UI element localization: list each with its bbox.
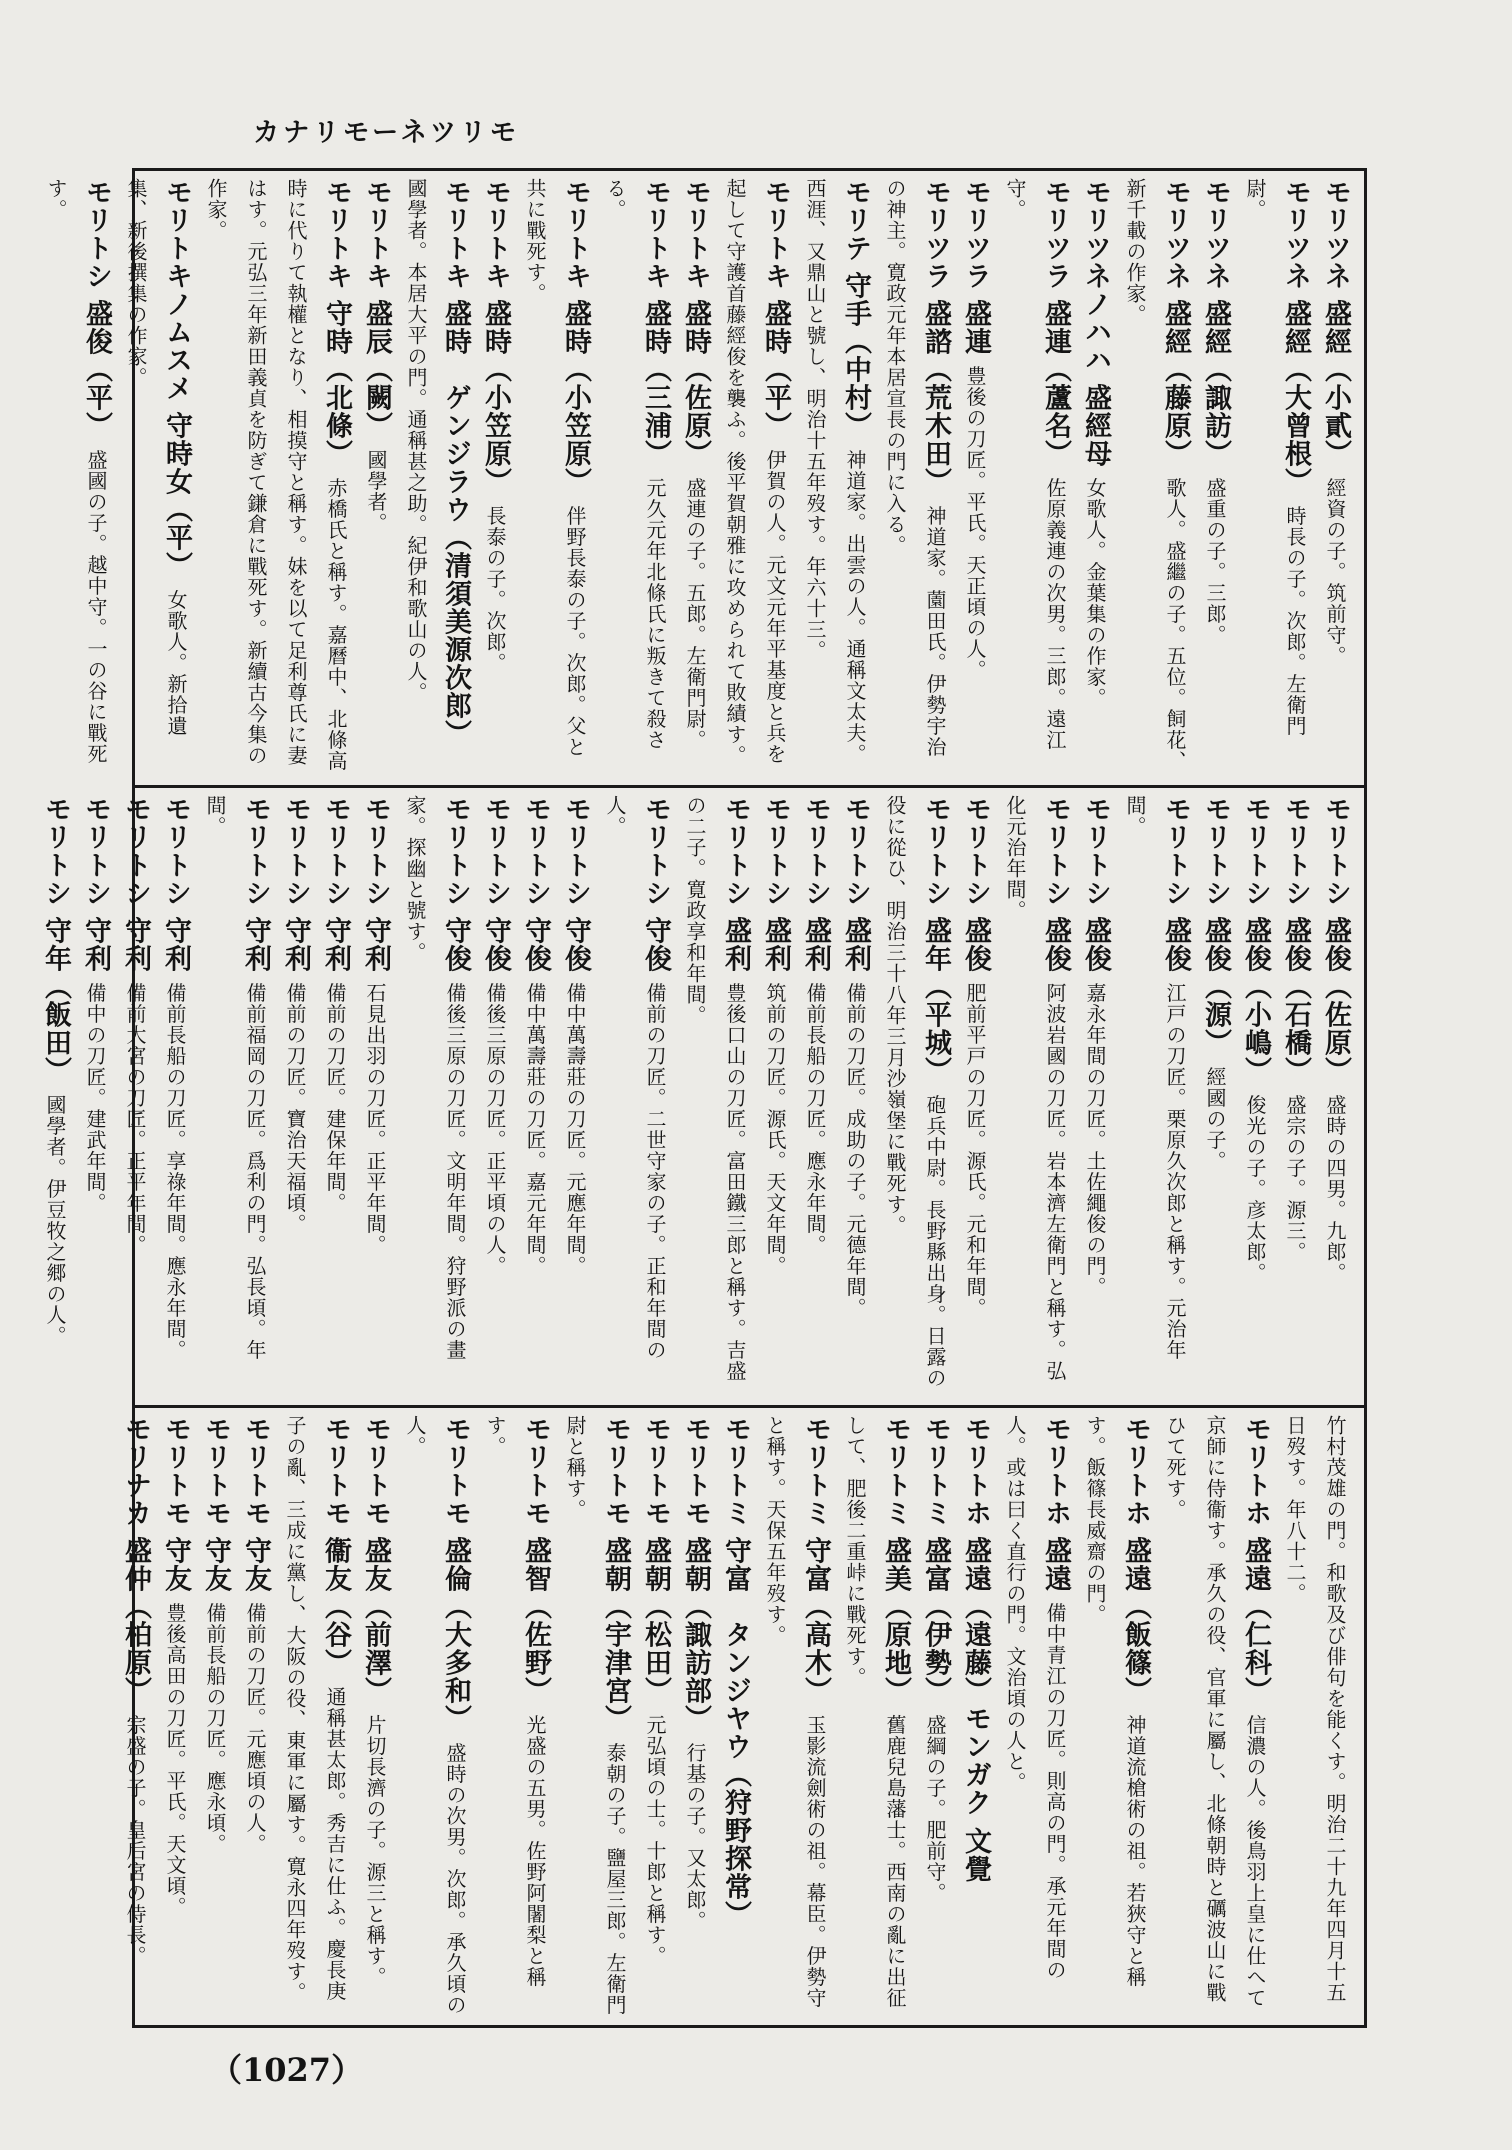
dictionary-entry <box>1235 178 1315 778</box>
dictionary-entry <box>475 795 515 1397</box>
dictionary-entry <box>75 795 115 1397</box>
entry-headword: 盛倫（大多和） <box>440 1536 471 1733</box>
entry-kana: モリツネ <box>1280 178 1311 290</box>
entry-kana: モリトモ <box>520 1415 551 1527</box>
entry-description: 盛國の子。越中守。一の谷に戰死す。 <box>44 178 108 765</box>
entry-description: 肥前平戸の刀匠。源氏。元和年間。 <box>963 982 987 1319</box>
dictionary-entry <box>475 178 515 778</box>
entry-description: 砲兵中尉。長野縣出身。日露の役に從ひ、明治三十八年三月沙嶺堡に戰死す。 <box>883 795 947 1389</box>
entry-headword: 守友 <box>160 1536 191 1593</box>
entry-description: 豊後の刀匠。平氏。天正頃の人。 <box>963 365 987 681</box>
dictionary-entry <box>635 1415 675 2020</box>
entry-headword: 守富 タンジヤウ（狩野探常） <box>720 1536 751 1929</box>
entry-description: 國學者。本居大平の門。通稱甚之助。紀伊和歌山の人。 <box>404 178 428 703</box>
dictionary-entry <box>915 1415 955 2020</box>
entry-description: 盛時の四男。九郎。 <box>1323 1094 1347 1284</box>
entry-description: 歌人。盛繼の子。五位。飼花、新千載の作家。 <box>1123 178 1187 772</box>
entry-kana: モリツラ <box>960 178 991 290</box>
entry-kana: モリトモ <box>240 1415 271 1527</box>
dictionary-entry <box>1075 795 1115 1397</box>
entry-headword: 盛俊 <box>1080 916 1111 973</box>
entry-description: 神道流槍術の祖。若狹守と稱す。飯篠長威齋の門。 <box>1083 1415 1147 1988</box>
entry-description: 伴野長泰の子。次郎。父と共に戰死す。 <box>523 178 587 758</box>
entry-headword: 守友 <box>240 1536 271 1593</box>
entry-description: 阿波岩國の刀匠。岩本濟左衛門と稱す。弘化元治年間。 <box>1003 795 1067 1382</box>
dictionary-entry <box>595 795 675 1397</box>
entry-description: 赤橋氏と稱す。嘉曆中、北條高時に代りて執權となり、相摸守と稱す。妹を以て足利尊氏に妻はす。元弘三年新田義貞を防ぎて鎌倉に戰死す。新續古今集の作家。 <box>204 178 348 772</box>
entry-headword: 盛經（小貳） <box>1320 299 1351 468</box>
entry-kana: モリトシ <box>440 795 471 907</box>
dictionary-section-middle <box>40 795 1355 1397</box>
entry-kana: モリトモ <box>160 1415 191 1527</box>
entry-description: 宗盛の子。皇后宮の侍長。 <box>123 1714 147 1967</box>
entry-headword: 守手（中村） <box>840 271 871 440</box>
dictionary-entry <box>315 795 355 1397</box>
entry-description: 神道家。出雲の人。通稱文太夫。西涯、又鼎山と號し、明治十五年歿す。年六十三。 <box>803 178 867 765</box>
entry-kana: モリトキ <box>480 178 511 290</box>
dictionary-entry <box>355 795 395 1397</box>
entry-kana: モリツネノハハ <box>1080 178 1111 374</box>
dictionary-entry <box>795 178 875 778</box>
entry-description: 備前の刀匠。寶治天福頃。 <box>283 982 307 1235</box>
entry-kana: モリトキ <box>560 178 591 290</box>
entry-headword: 盛俊 <box>1040 916 1071 973</box>
entry-headword: 盛遠（飯篠） <box>1120 1536 1151 1705</box>
entry-kana: モリトシ <box>1320 795 1351 907</box>
dictionary-entry <box>515 795 555 1397</box>
page-number: （1027） <box>210 2051 364 2089</box>
entry-kana: モリナカ <box>120 1415 151 1527</box>
entry-kana: モリトシ <box>320 795 351 907</box>
entry-kana: モリトホ <box>960 1415 991 1527</box>
entry-headword: 盛時（三浦） <box>640 299 671 468</box>
entry-headword: 盛智（佐野） <box>520 1536 551 1705</box>
entry-description: 佐原義連の次男。三郎。遠江守。 <box>1003 178 1067 751</box>
dictionary-entry <box>195 1415 235 2020</box>
entry-kana: モリトミ <box>800 1415 831 1527</box>
entry-headword: 盛利 <box>800 916 831 973</box>
entry-kana: モリトシ <box>280 795 311 907</box>
entry-headword: 守時女（平） <box>161 411 192 580</box>
entry-kana: モリテ <box>840 178 871 262</box>
dictionary-entry <box>835 1415 915 2020</box>
dictionary-entry <box>395 795 475 1397</box>
dictionary-entry <box>755 1415 835 2020</box>
entry-headword: 盛時（小笠原） <box>480 299 511 496</box>
entry-description: 舊鹿兒島藩士。西南の亂に出征して、肥後二重峠に戰死す。 <box>843 1415 907 2009</box>
entry-kana: モリトシ <box>800 795 831 907</box>
dictionary-entry <box>355 1415 395 2020</box>
entry-kana: モリトシ <box>360 795 391 907</box>
dictionary-entry <box>1115 178 1195 778</box>
entry-description: 豊後口山の刀匠。富田鐵三郎と稱す。吉盛の二子。寛政享和年間。 <box>683 795 747 1382</box>
entry-description: 豊後高田の刀匠。平氏。天文頃。 <box>163 1602 187 1918</box>
entry-kana: モリトシ <box>520 795 551 907</box>
entry-kana: モリトシ <box>920 795 951 907</box>
dictionary-entry <box>995 178 1075 778</box>
entry-kana: モリトシ <box>560 795 591 907</box>
entry-kana: モリトシ <box>80 795 111 907</box>
entry-kana: モリトシ <box>1200 795 1231 907</box>
dictionary-entry <box>675 178 715 778</box>
entry-kana: モリトシ <box>1160 795 1191 907</box>
dictionary-entry <box>1195 795 1235 1397</box>
entry-headword: 盛仲（柏原） <box>120 1536 151 1705</box>
entry-headword: 盛俊（佐原） <box>1320 916 1351 1085</box>
entry-description: 筑前の刀匠。源氏。天文年間。 <box>763 982 787 1277</box>
dictionary-entry <box>875 178 955 778</box>
entry-headword: 守時（北條） <box>321 299 352 468</box>
entry-headword: 盛時（小笠原） <box>560 299 591 496</box>
entry-description: 江戸の刀匠。栗原久次郎と稱す。元治年間。 <box>1123 795 1187 1361</box>
entry-kana: モリトモ <box>680 1415 711 1527</box>
dictionary-entry <box>675 795 755 1397</box>
entry-headword: 盛朝（諏訪部） <box>680 1536 711 1733</box>
entry-description: 元久元年北條氏に叛きて殺さる。 <box>603 178 667 751</box>
dictionary-entry <box>555 795 595 1397</box>
entry-description: 盛重の子。三郎。 <box>1203 477 1227 646</box>
entry-description: 備前長船の刀匠。享祿年間。應永年間。 <box>163 982 187 1361</box>
dictionary-entry <box>675 1415 715 2020</box>
dictionary-entry <box>115 795 155 1397</box>
entry-headword: 守俊 <box>480 916 511 973</box>
entry-description: 備前長船の刀匠。應永頃。 <box>203 1602 227 1855</box>
dictionary-entry <box>235 1415 275 2020</box>
entry-kana: モリトモ <box>440 1415 471 1527</box>
entry-kana: モリトシ <box>720 795 751 907</box>
entry-headword: 盛富（伊勢） <box>920 1536 951 1705</box>
entry-description: 泰朝の子。鹽屋三郎。左衛門尉と稱す。 <box>563 1415 627 2016</box>
entry-headword: 盛俊（小嶋） <box>1240 916 1271 1085</box>
entry-description: 行基の子。又太郎。 <box>683 1742 707 1932</box>
entry-description: 光盛の五男。佐野阿闍梨と稱す。 <box>483 1415 547 1988</box>
entry-headword: 守俊 <box>520 916 551 973</box>
entry-kana: モリトキノムスメ <box>161 178 192 402</box>
entry-description: 盛連の子。五郎。左衛門尉。 <box>683 477 707 751</box>
entry-kana: モリトシ <box>760 795 791 907</box>
dictionary-entry <box>1235 795 1275 1397</box>
entry-kana: モリトモ <box>320 1415 351 1527</box>
entry-kana: モリトシ <box>81 178 112 290</box>
entry-headword: 盛經（藤原） <box>1160 299 1191 468</box>
entry-headword: 盛時 ゲンジラウ（清須美源次郎） <box>440 299 471 748</box>
dictionary-entry <box>116 178 196 778</box>
entry-description: 俊光の子。彦太郎。 <box>1243 1094 1267 1284</box>
entry-headword: 盛利 <box>760 916 791 973</box>
entry-description: 伊賀の人。元文元年平基度と兵を起して守護首藤經俊を襲ふ。後平賀朝雅に攻められて敗績す。 <box>723 178 787 766</box>
entry-headword: 盛遠 <box>1040 1536 1071 1593</box>
entry-headword: 盛遠（遠藤）モンガク 文覺 <box>960 1536 991 1883</box>
dictionary-entry <box>875 795 955 1397</box>
dictionary-entry <box>715 178 795 778</box>
entry-kana: モリトシ <box>960 795 991 907</box>
entry-kana: モリトシ <box>160 795 191 907</box>
entry-description: 元弘頃の士。十郎と稱す。 <box>643 1714 667 1967</box>
entry-headword: 盛友（前澤） <box>360 1536 391 1705</box>
entry-headword: 守利 <box>360 916 391 973</box>
dictionary-entry <box>955 1415 995 2020</box>
dictionary-entry <box>475 1415 555 2020</box>
dictionary-entry <box>1075 178 1115 778</box>
entry-description: 備前長船の刀匠。應永年間。 <box>803 982 827 1256</box>
entry-headword: 守利 <box>80 916 111 973</box>
entry-description: 嘉永年間の刀匠。土佐繩俊の門。 <box>1083 982 1107 1298</box>
dictionary-section-top <box>44 178 1355 778</box>
dictionary-entry <box>1275 795 1315 1397</box>
entry-headword: 守利 <box>280 916 311 973</box>
entry-kana: モリトシ <box>1240 795 1271 907</box>
entry-description: 備後三原の刀匠。文明年間。狩野派の畫家。探幽と號す。 <box>403 795 467 1361</box>
dictionary-entry <box>1155 1415 1275 2020</box>
entry-headword: 盛辰（闕） <box>361 299 392 440</box>
entry-description: 盛綱の子。肥前守。 <box>923 1714 947 1904</box>
entry-headword: 盛利 <box>720 916 751 973</box>
entry-description: 經國の子。 <box>1203 1066 1227 1172</box>
entry-kana: モリトシ <box>40 795 71 907</box>
entry-kana: モリトシ <box>1280 795 1311 907</box>
entry-description: 國學者。 <box>364 449 388 534</box>
entry-headword: 盛俊（平） <box>81 299 112 440</box>
entry-description: 備中青江の刀匠。則高の門。承元年間の人。或は曰く直行の門。文治頃の人と。 <box>1003 1415 1067 1981</box>
entry-kana: モリトモ <box>360 1415 391 1527</box>
entry-kana: モリトモ <box>200 1415 231 1527</box>
section-divider-2 <box>132 1405 1367 1408</box>
entry-kana: モリトシ <box>640 795 671 907</box>
dictionary-entry <box>195 795 275 1397</box>
entry-kana: モリトモ <box>600 1415 631 1527</box>
dictionary-entry <box>835 795 875 1397</box>
entry-headword: 盛俊（石橋） <box>1280 916 1311 1085</box>
entry-headword: 盛美（原地） <box>880 1536 911 1705</box>
entry-kana: モリトシ <box>1080 795 1111 907</box>
entry-description: 神道家。薗田氏。伊勢宇治の神主。寛政元年本居宣長の門に入る。 <box>883 178 947 758</box>
entry-kana: モリトキ <box>760 178 791 290</box>
entry-headword: 守利 <box>320 916 351 973</box>
entry-kana: モリトキ <box>640 178 671 290</box>
dictionary-entry <box>995 1415 1075 2020</box>
entry-description: 通稱甚太郎。秀吉に仕ふ。慶長庚子の亂、三成に黨し、大阪の役、東軍に屬す。寛永四年歿す。 <box>283 1415 347 2003</box>
entry-description: 玉影流劍術の祖。幕臣。伊勢守と稱す。天保五年歿す。 <box>763 1415 827 2009</box>
entry-kana: モリトミ <box>920 1415 951 1527</box>
entry-kana: モリトシ <box>1040 795 1071 907</box>
entry-description: 女歌人。金葉集の作家。 <box>1083 477 1107 709</box>
entry-kana: モリトキ <box>361 178 392 290</box>
entry-description: 女歌人。新拾遺集、新後撰集の作家。 <box>124 178 188 737</box>
entry-kana: モリトキ <box>321 178 352 290</box>
entry-headword: 盛經（大曾根） <box>1280 299 1311 496</box>
entry-description: 時長の子。次郎。左衛門尉。 <box>1243 178 1307 737</box>
entry-headword: 盛利 <box>840 916 871 973</box>
entry-headword: 盛經（諏訪） <box>1200 299 1231 468</box>
entry-headword: 守友 <box>200 1536 231 1593</box>
dictionary-entry <box>115 1415 155 2020</box>
entry-kana: モリトミ <box>720 1415 751 1527</box>
dictionary-entry <box>1315 178 1355 778</box>
dictionary-entry <box>356 178 396 778</box>
dictionary-entry <box>395 1415 475 2020</box>
page-header: カナリモーネツリモ <box>253 118 520 148</box>
dictionary-entry <box>196 178 356 778</box>
dictionary-entry <box>795 795 835 1397</box>
dictionary-entry <box>1195 178 1235 778</box>
entry-kana: モリトキ <box>680 178 711 290</box>
entry-description: 備前の刀匠。成助の子。元德年間。 <box>843 982 867 1319</box>
dictionary-entry <box>1275 1415 1355 2020</box>
entry-kana: モリツネ <box>1200 178 1231 290</box>
entry-headword: 盛連（蘆名） <box>1040 299 1071 468</box>
entry-kana: モリトホ <box>1040 1415 1071 1527</box>
entry-headword: 守利 <box>240 916 271 973</box>
dictionary-entry <box>1075 1415 1155 2020</box>
entry-kana: モリトホ <box>1240 1415 1271 1527</box>
dictionary-entry <box>36 178 116 778</box>
entry-description: 備前の刀匠。元應頃の人。 <box>243 1602 267 1855</box>
entry-kana: モリトシ <box>240 795 271 907</box>
entry-headword: 盛諮（荒木田） <box>920 299 951 496</box>
entry-kana: モリツラ <box>1040 178 1071 290</box>
entry-kana: モリトシ <box>480 795 511 907</box>
dictionary-entry <box>275 1415 355 2020</box>
entry-headword: 盛朝（宇津宮） <box>600 1536 631 1733</box>
entry-kana: モリトモ <box>640 1415 671 1527</box>
entry-description: 竹村茂雄の門。和歌及び俳句を能くす。明治二十九年四月十五日歿す。年八十二。 <box>1283 1415 1347 2003</box>
entry-headword: 盛遠（仁科） <box>1240 1536 1271 1705</box>
dictionary-entry <box>955 795 995 1397</box>
entry-kana: モリトミ <box>880 1415 911 1527</box>
entry-kana: モリツネ <box>1160 178 1191 290</box>
entry-description: 備中萬壽莊の刀匠。嘉元年間。 <box>523 982 547 1277</box>
entry-headword: 盛俊 <box>960 916 991 973</box>
entry-description: 長泰の子。次郎。 <box>483 505 507 674</box>
entry-headword: 守富（高木） <box>800 1536 831 1705</box>
entry-headword: 盛俊（源） <box>1200 916 1231 1057</box>
entry-headword: 守利 <box>160 916 191 973</box>
dictionary-entry <box>275 795 315 1397</box>
dictionary-entry <box>555 1415 635 2020</box>
entry-description: 盛時の次男。次郎。承久頃の人。 <box>403 1415 467 2016</box>
entry-kana: モリトシ <box>120 795 151 907</box>
entry-headword: 盛年（平城） <box>920 916 951 1085</box>
entry-description: 國學者。伊豆牧之郷の人。 <box>43 1094 67 1347</box>
entry-description: 備前の刀匠。建保年間。 <box>323 982 347 1214</box>
dictionary-entry <box>155 795 195 1397</box>
entry-description: 備中の刀匠。建武年間。 <box>83 982 107 1214</box>
entry-description: 備前の刀匠。二世守家の子。正和年間の人。 <box>603 795 667 1361</box>
entry-headword: 盛經母 <box>1080 383 1111 468</box>
entry-headword: 盛時（平） <box>760 299 791 440</box>
entry-description: 備前福岡の刀匠。爲利の門。弘長頃。年間。 <box>203 795 267 1361</box>
dictionary-section-bottom <box>120 1415 1355 2020</box>
entry-description: 備後三原の刀匠。正平頃の人。 <box>483 982 507 1277</box>
dictionary-entry <box>515 178 595 778</box>
dictionary-entry <box>1115 795 1195 1397</box>
entry-description: 片切長濟の子。源三と稱す。 <box>363 1714 387 1988</box>
dictionary-entry <box>995 795 1075 1397</box>
entry-description: 備中萬壽莊の刀匠。元應年間。 <box>563 982 587 1277</box>
entry-description: 石見出羽の刀匠。正平年間。 <box>363 982 387 1256</box>
entry-kana: モリトシ <box>840 795 871 907</box>
entry-headword: 守年（飯田） <box>40 916 71 1085</box>
entry-kana: モリトホ <box>1120 1415 1151 1527</box>
entry-headword: 守利 <box>120 916 151 973</box>
dictionary-entry <box>755 795 795 1397</box>
entry-description: 盛宗の子。源三。 <box>1283 1094 1307 1263</box>
dictionary-entry <box>715 1415 755 2020</box>
entry-headword: 盛朝（松田） <box>640 1536 671 1705</box>
entry-headword: 衞友（谷） <box>320 1536 351 1677</box>
entry-headword: 守俊 <box>640 916 671 973</box>
dictionary-entry <box>955 178 995 778</box>
entry-description: 經資の子。筑前守。 <box>1323 477 1347 667</box>
dictionary-entry <box>595 178 675 778</box>
dictionary-entry <box>155 1415 195 2020</box>
dictionary-entry <box>35 795 75 1397</box>
entry-headword: 盛俊 <box>1160 916 1191 973</box>
entry-kana: モリトキ <box>440 178 471 290</box>
entry-kana: モリツネ <box>1320 178 1351 290</box>
entry-headword: 盛連 <box>960 299 991 356</box>
entry-headword: 盛時（佐原） <box>680 299 711 468</box>
entry-headword: 守俊 <box>440 916 471 973</box>
entry-description: 信濃の人。後鳥羽上皇に仕へて京師に侍衞す。承久の役、官軍に屬し、北條朝時と礪波山に戰ひて死す。 <box>1163 1415 1267 2009</box>
section-divider-1 <box>132 785 1367 788</box>
entry-headword: 守俊 <box>560 916 591 973</box>
entry-description: 備前大宮の刀匠。正平年間。 <box>123 982 147 1256</box>
entry-kana: モリツラ <box>920 178 951 290</box>
dictionary-entry <box>396 178 475 778</box>
dictionary-entry <box>1315 795 1355 1397</box>
